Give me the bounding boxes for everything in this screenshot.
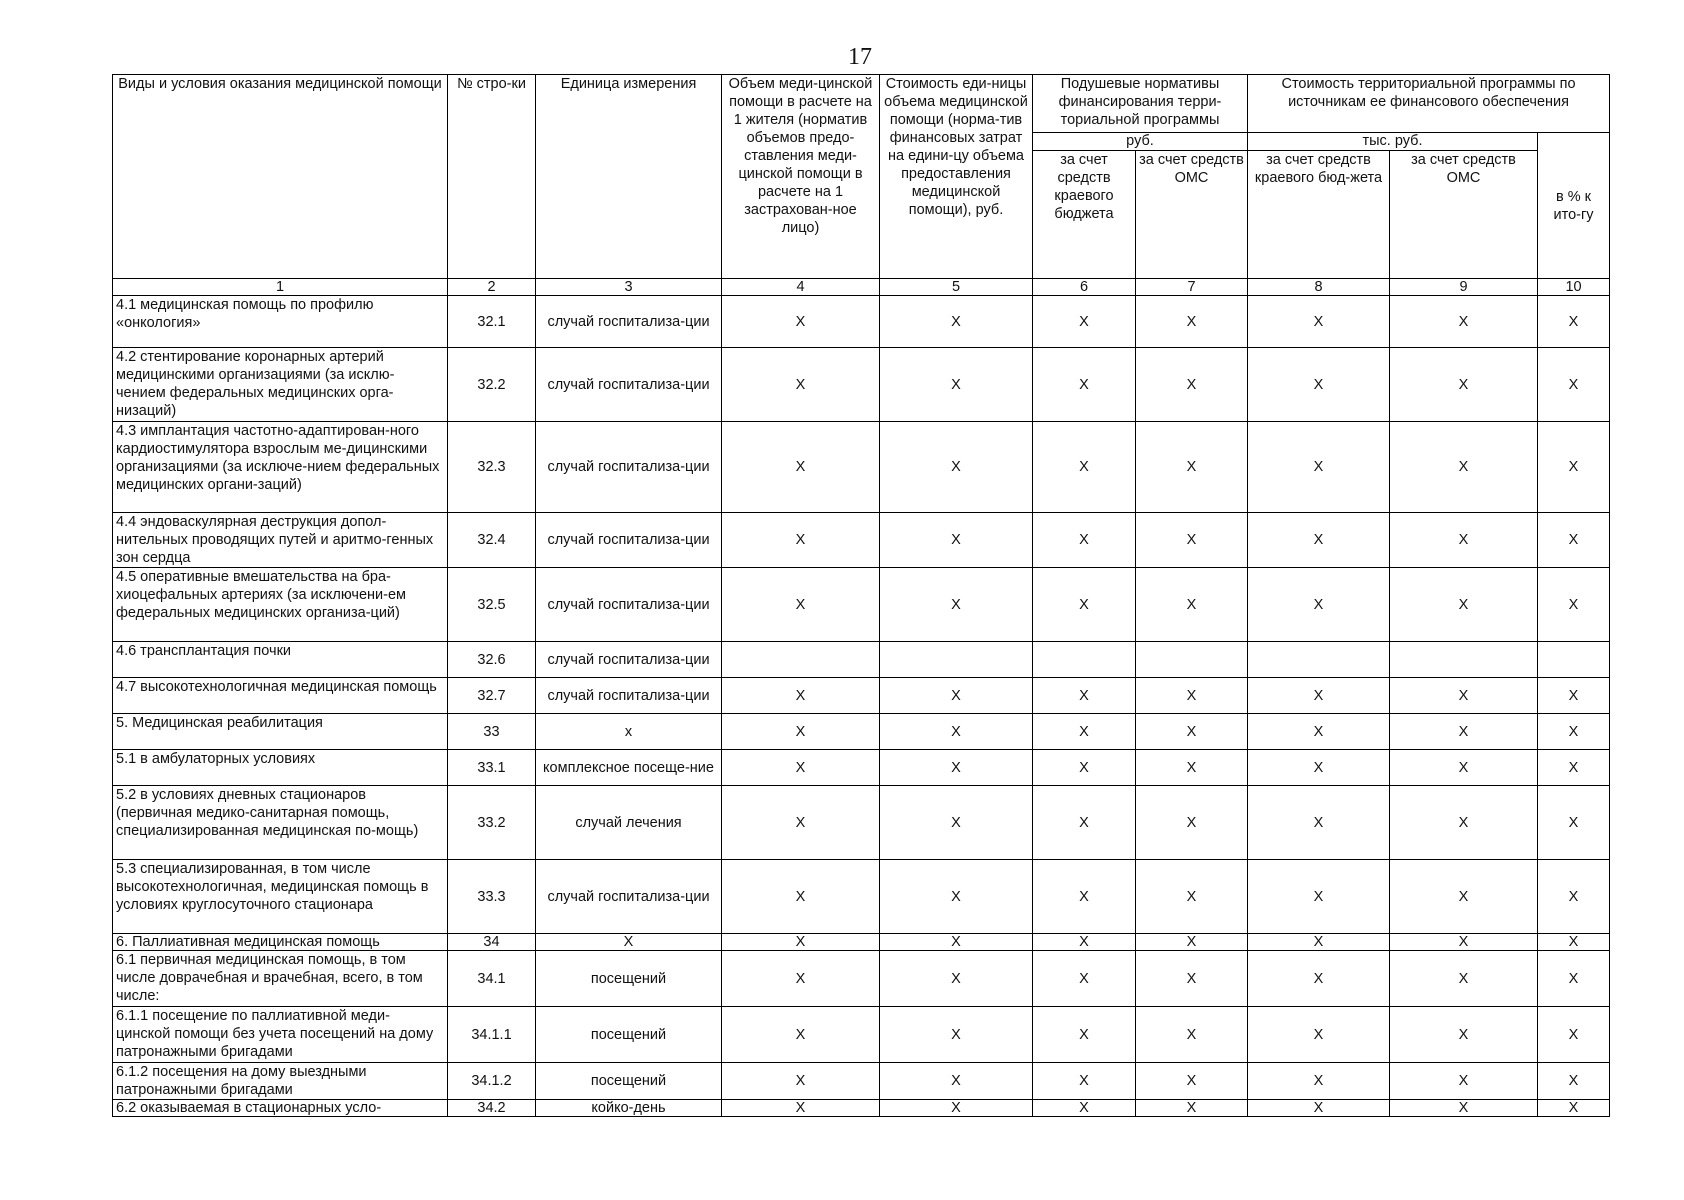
header-row-number: № стро-ки — [448, 75, 536, 279]
cell-cost-oms: X — [1390, 568, 1538, 642]
cell-unit-cost: X — [880, 951, 1033, 1007]
row-number: 32.2 — [448, 348, 536, 422]
cell-norm-regional-budget: X — [1033, 296, 1136, 348]
cell-norm-regional-budget: X — [1033, 513, 1136, 568]
table-row — [113, 750, 1610, 786]
cell-norm-oms: X — [1136, 348, 1248, 422]
table-row — [113, 1007, 1610, 1063]
cell-percent-total: X — [1538, 348, 1610, 422]
cell-cost-oms: X — [1390, 422, 1538, 513]
table-row — [113, 860, 1610, 934]
cell-cost-oms: X — [1390, 786, 1538, 860]
cell-norm-oms: X — [1136, 1100, 1248, 1117]
row-unit: случай госпитализа-ции — [536, 642, 722, 678]
cell-cost-regional-budget: X — [1248, 1100, 1390, 1117]
cell-norm-regional-budget: X — [1033, 1063, 1136, 1100]
cell-cost-oms: X — [1390, 296, 1538, 348]
table-row — [113, 951, 1610, 1007]
table-row — [113, 786, 1610, 860]
row-number: 33 — [448, 714, 536, 750]
row-unit: X — [536, 934, 722, 951]
cell-cost-oms: X — [1390, 678, 1538, 714]
cell-unit-cost: X — [880, 860, 1033, 934]
cell-cost-oms: X — [1390, 1100, 1538, 1117]
cell-percent-total: X — [1538, 714, 1610, 750]
header-percent-total: в % к ито-гу — [1538, 133, 1610, 279]
cell-norm-oms: X — [1136, 296, 1248, 348]
cell-norm-oms: X — [1136, 1007, 1248, 1063]
row-unit: случай госпитализа-ции — [536, 513, 722, 568]
cell-volume: X — [722, 1063, 880, 1100]
cell-volume: X — [722, 714, 880, 750]
header-unit: Единица измерения — [536, 75, 722, 279]
cell-volume: X — [722, 951, 880, 1007]
header-unit-rub: руб. — [1033, 133, 1248, 151]
header-norm-regional-budget: за счет средств краевого бюджета — [1033, 151, 1136, 279]
cell-percent-total: X — [1538, 786, 1610, 860]
cell-norm-oms: X — [1136, 1063, 1248, 1100]
column-number: 9 — [1390, 279, 1538, 296]
cell-cost-regional-budget: X — [1248, 513, 1390, 568]
cell-norm-regional-budget: X — [1033, 568, 1136, 642]
row-unit: посещений — [536, 951, 722, 1007]
row-care-type: 6.1 первичная медицинская помощь, в том числе доврачебная и врачебная, всего, в том числе: — [113, 951, 448, 1007]
cell-percent-total: X — [1538, 422, 1610, 513]
cell-unit-cost: X — [880, 513, 1033, 568]
cell-unit-cost: X — [880, 934, 1033, 951]
header-cost-regional-budget: за счет средств краевого бюд-жета — [1248, 151, 1390, 279]
row-care-type: 6.2 оказываемая в стационарных усло- — [113, 1100, 448, 1117]
cell-volume: X — [722, 568, 880, 642]
header-program-cost: Стоимость территориальной программы по источникам ее финансового обеспечения — [1248, 75, 1610, 133]
cell-unit-cost: X — [880, 678, 1033, 714]
cell-volume — [722, 642, 880, 678]
cell-norm-oms: X — [1136, 750, 1248, 786]
row-unit: случай госпитализа-ции — [536, 296, 722, 348]
row-care-type: 4.2 стентирование коронарных артерий медицинскими организациями (за исклю-чением федеральных медицинских орга-низаций) — [113, 348, 448, 422]
table-row — [113, 513, 1610, 568]
row-unit: х — [536, 714, 722, 750]
table-row — [113, 422, 1610, 513]
cell-volume: X — [722, 1100, 880, 1117]
row-care-type: 6.1.1 посещение по паллиативной меди-цинской помощи без учета посещений на дому патронажными бригадами — [113, 1007, 448, 1063]
table-row — [113, 1100, 1610, 1117]
row-number: 34 — [448, 934, 536, 951]
header-cost-oms: за счет средств ОМС — [1390, 151, 1538, 279]
cell-cost-regional-budget: X — [1248, 678, 1390, 714]
cell-norm-regional-budget: X — [1033, 348, 1136, 422]
header-per-capita-norms: Подушевые нормативы финансирования терри-ториальной программы — [1033, 75, 1248, 133]
cell-percent-total: X — [1538, 750, 1610, 786]
row-care-type: 4.4 эндоваскулярная деструкция допол-нительных проводящих путей и аритмо-генных зон сердца — [113, 513, 448, 568]
table-row — [113, 568, 1610, 642]
cell-norm-oms: X — [1136, 786, 1248, 860]
table-row — [113, 348, 1610, 422]
column-number-row — [113, 279, 1610, 296]
row-care-type: 4.1 медицинская помощь по профилю «онкология» — [113, 296, 448, 348]
table-row — [113, 296, 1610, 348]
cell-cost-regional-budget: X — [1248, 348, 1390, 422]
cell-percent-total — [1538, 642, 1610, 678]
cell-unit-cost: X — [880, 1063, 1033, 1100]
row-number: 33.1 — [448, 750, 536, 786]
cell-volume: X — [722, 786, 880, 860]
cell-percent-total: X — [1538, 568, 1610, 642]
cell-cost-regional-budget: X — [1248, 296, 1390, 348]
row-unit: случай госпитализа-ции — [536, 348, 722, 422]
row-number: 32.4 — [448, 513, 536, 568]
cell-cost-regional-budget: X — [1248, 1063, 1390, 1100]
column-number: 2 — [448, 279, 536, 296]
row-number: 34.1.2 — [448, 1063, 536, 1100]
cell-percent-total: X — [1538, 860, 1610, 934]
column-number: 10 — [1538, 279, 1610, 296]
cell-volume: X — [722, 934, 880, 951]
header-row — [113, 75, 1610, 133]
cell-percent-total: X — [1538, 951, 1610, 1007]
cell-cost-oms: X — [1390, 750, 1538, 786]
cell-norm-regional-budget: X — [1033, 678, 1136, 714]
row-care-type: 4.6 трансплантация почки — [113, 642, 448, 678]
column-number: 7 — [1136, 279, 1248, 296]
cell-cost-regional-budget: X — [1248, 786, 1390, 860]
cell-cost-oms — [1390, 642, 1538, 678]
cell-norm-regional-budget: X — [1033, 750, 1136, 786]
row-number: 34.2 — [448, 1100, 536, 1117]
row-care-type: 6. Паллиативная медицинская помощь — [113, 934, 448, 951]
cell-volume: X — [722, 750, 880, 786]
row-unit: случай лечения — [536, 786, 722, 860]
row-care-type: 4.5 оперативные вмешательства на бра-хиоцефальных артериях (за исключени-ем федеральных медицинских организа-ций) — [113, 568, 448, 642]
cell-cost-oms: X — [1390, 348, 1538, 422]
cell-norm-oms: X — [1136, 513, 1248, 568]
cell-norm-regional-budget: X — [1033, 714, 1136, 750]
row-number: 32.1 — [448, 296, 536, 348]
cell-percent-total: X — [1538, 678, 1610, 714]
medical-care-table — [112, 74, 1610, 1117]
cell-volume: X — [722, 1007, 880, 1063]
cell-cost-oms: X — [1390, 860, 1538, 934]
cell-unit-cost: X — [880, 1100, 1033, 1117]
cell-cost-regional-budget: X — [1248, 934, 1390, 951]
cell-volume: X — [722, 348, 880, 422]
column-number: 4 — [722, 279, 880, 296]
row-number: 33.2 — [448, 786, 536, 860]
header-unit-thousand-rub: тыс. руб. — [1248, 133, 1538, 151]
cell-unit-cost: X — [880, 422, 1033, 513]
cell-norm-oms: X — [1136, 714, 1248, 750]
column-number: 8 — [1248, 279, 1390, 296]
column-number: 1 — [113, 279, 448, 296]
cell-norm-regional-budget: X — [1033, 422, 1136, 513]
header-volume: Объем меди-цинской помощи в расчете на 1 жителя (норматив объемов предо-ставления меди-цинской помощи в расчете на 1 застрахован-ное лицо) — [722, 75, 880, 279]
table-body — [113, 296, 1610, 1117]
header-norm-oms: за счет средств ОМС — [1136, 151, 1248, 279]
row-care-type: 5.2 в условиях дневных стационаров (первичная медико-санитарная помощь, специализированная медицинская по-мощь) — [113, 786, 448, 860]
table-row — [113, 714, 1610, 750]
cell-norm-oms: X — [1136, 860, 1248, 934]
cell-percent-total: X — [1538, 513, 1610, 568]
row-number: 34.1.1 — [448, 1007, 536, 1063]
header-care-types: Виды и условия оказания медицинской помощи — [113, 75, 448, 279]
cell-cost-oms: X — [1390, 934, 1538, 951]
cell-norm-oms: X — [1136, 951, 1248, 1007]
cell-norm-oms: X — [1136, 678, 1248, 714]
cell-norm-oms: X — [1136, 934, 1248, 951]
cell-cost-regional-budget: X — [1248, 568, 1390, 642]
cell-norm-regional-budget: X — [1033, 951, 1136, 1007]
cell-percent-total: X — [1538, 1007, 1610, 1063]
cell-cost-regional-budget — [1248, 642, 1390, 678]
column-number: 5 — [880, 279, 1033, 296]
cell-norm-regional-budget: X — [1033, 1100, 1136, 1117]
cell-cost-oms: X — [1390, 513, 1538, 568]
cell-volume: X — [722, 678, 880, 714]
row-care-type: 5.1 в амбулаторных условиях — [113, 750, 448, 786]
cell-norm-oms: X — [1136, 568, 1248, 642]
row-unit: посещений — [536, 1063, 722, 1100]
cell-cost-regional-budget: X — [1248, 422, 1390, 513]
row-unit: случай госпитализа-ции — [536, 422, 722, 513]
cell-cost-oms: X — [1390, 714, 1538, 750]
cell-norm-regional-budget: X — [1033, 934, 1136, 951]
row-number: 32.7 — [448, 678, 536, 714]
cell-cost-regional-budget: X — [1248, 714, 1390, 750]
row-care-type: 6.1.2 посещения на дому выездными патронажными бригадами — [113, 1063, 448, 1100]
cell-volume: X — [722, 513, 880, 568]
column-number: 3 — [536, 279, 722, 296]
cell-norm-regional-budget: X — [1033, 860, 1136, 934]
cell-unit-cost: X — [880, 714, 1033, 750]
cell-percent-total: X — [1538, 1063, 1610, 1100]
cell-cost-oms: X — [1390, 951, 1538, 1007]
cell-norm-oms — [1136, 642, 1248, 678]
row-care-type: 5. Медицинская реабилитация — [113, 714, 448, 750]
row-care-type: 4.7 высокотехнологичная медицинская помощь — [113, 678, 448, 714]
cell-norm-regional-budget: X — [1033, 1007, 1136, 1063]
page-number: 17 — [848, 44, 872, 70]
cell-volume: X — [722, 860, 880, 934]
row-unit: комплексное посеще-ние — [536, 750, 722, 786]
row-number: 33.3 — [448, 860, 536, 934]
cell-unit-cost — [880, 642, 1033, 678]
row-care-type: 5.3 специализированная, в том числе высокотехнологичная, медицинская помощь в условиях круглосуточного стационара — [113, 860, 448, 934]
header-unit-cost: Стоимость еди-ницы объема медицинской помощи (норма-тив финансовых затрат на едини-цу объема предоставления медицинской помощи), руб. — [880, 75, 1033, 279]
cell-unit-cost: X — [880, 1007, 1033, 1063]
cell-cost-regional-budget: X — [1248, 951, 1390, 1007]
cell-percent-total: X — [1538, 296, 1610, 348]
row-number: 32.5 — [448, 568, 536, 642]
cell-unit-cost: X — [880, 348, 1033, 422]
cell-cost-oms: X — [1390, 1063, 1538, 1100]
cell-norm-regional-budget — [1033, 642, 1136, 678]
table-row — [113, 934, 1610, 951]
table-row — [113, 642, 1610, 678]
row-unit: случай госпитализа-ции — [536, 678, 722, 714]
cell-percent-total: X — [1538, 1100, 1610, 1117]
cell-cost-regional-budget: X — [1248, 750, 1390, 786]
row-number: 32.3 — [448, 422, 536, 513]
row-number: 34.1 — [448, 951, 536, 1007]
cell-norm-regional-budget: X — [1033, 786, 1136, 860]
row-unit: случай госпитализа-ции — [536, 860, 722, 934]
cell-cost-regional-budget: X — [1248, 1007, 1390, 1063]
row-unit: случай госпитализа-ции — [536, 568, 722, 642]
cell-unit-cost: X — [880, 568, 1033, 642]
row-unit: койко-день — [536, 1100, 722, 1117]
cell-volume: X — [722, 296, 880, 348]
column-number: 6 — [1033, 279, 1136, 296]
row-unit: посещений — [536, 1007, 722, 1063]
table-row — [113, 678, 1610, 714]
row-care-type: 4.3 имплантация частотно-адаптирован-ного кардиостимулятора взрослым ме-дицинскими организациями (за исключе-нием федеральных медицинских органи-заций) — [113, 422, 448, 513]
cell-volume: X — [722, 422, 880, 513]
row-number: 32.6 — [448, 642, 536, 678]
table-row — [113, 1063, 1610, 1100]
cell-cost-regional-budget: X — [1248, 860, 1390, 934]
cell-norm-oms: X — [1136, 422, 1248, 513]
cell-unit-cost: X — [880, 786, 1033, 860]
cell-unit-cost: X — [880, 296, 1033, 348]
cell-cost-oms: X — [1390, 1007, 1538, 1063]
cell-percent-total: X — [1538, 934, 1610, 951]
cell-unit-cost: X — [880, 750, 1033, 786]
